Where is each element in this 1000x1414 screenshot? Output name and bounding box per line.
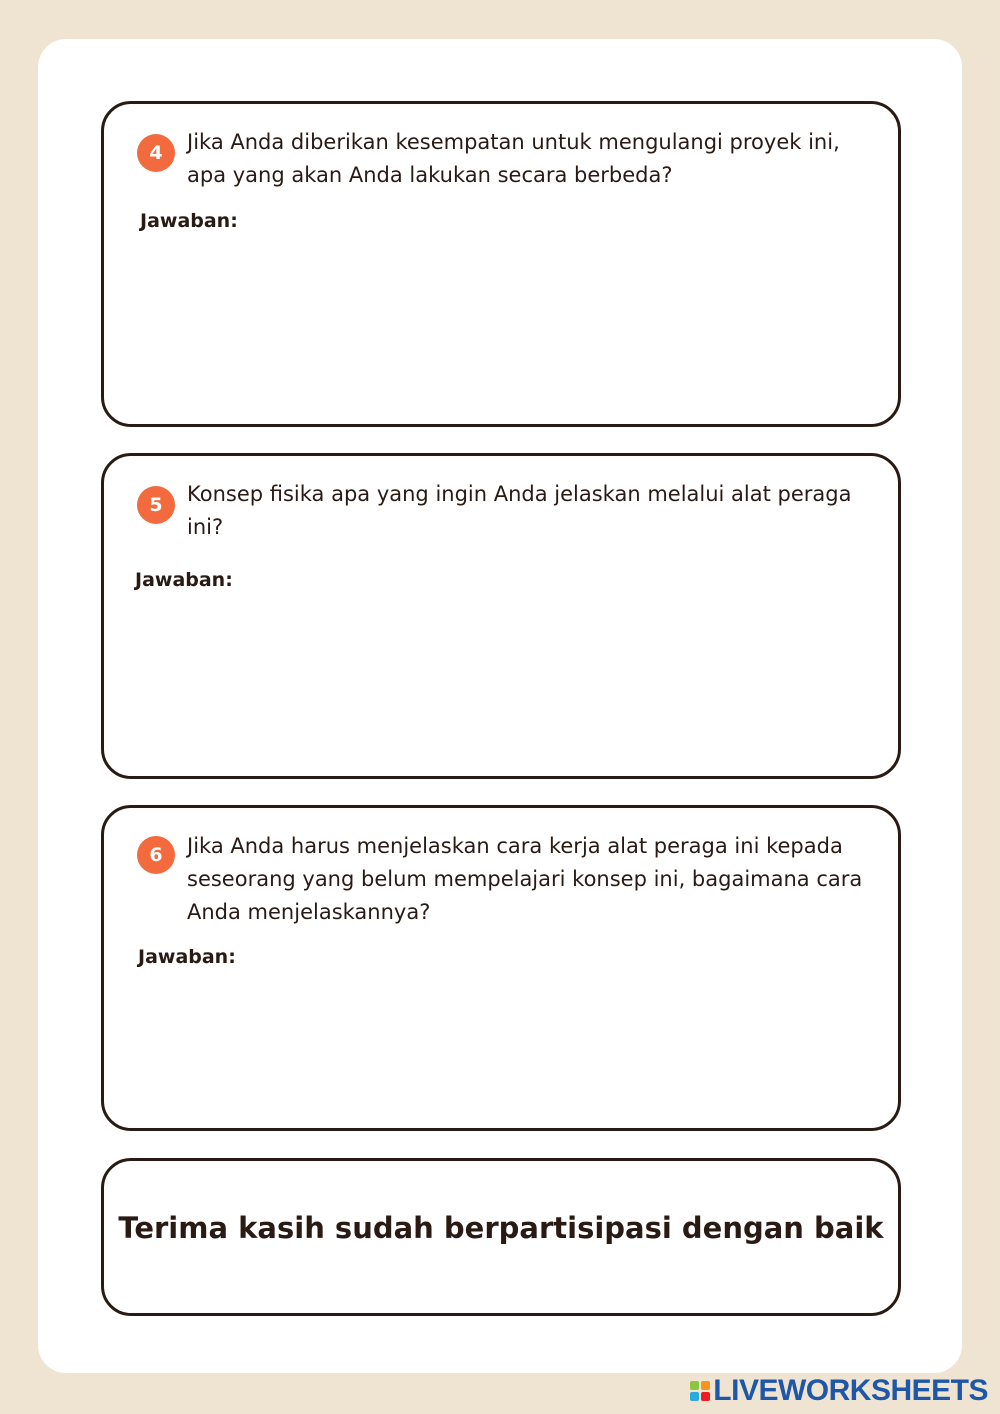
question-number-badge: 5 <box>137 486 175 524</box>
question-text: Konsep fisika apa yang ingin Anda jelaskan melalui alat peraga ini? <box>187 482 852 539</box>
question-number-badge: 4 <box>137 134 175 172</box>
answer-label: Jawaban: <box>138 946 236 968</box>
question-text: Jika Anda harus menjelaskan cara kerja alat peraga ini kepada seseorang yang belum mempelajari konsep ini, bagaimana cara Anda menjelaskannya? <box>187 834 863 924</box>
liveworksheets-logo-icon <box>690 1381 710 1401</box>
question-number-badge: 6 <box>137 836 175 874</box>
answer-label: Jawaban: <box>135 569 233 591</box>
closing-card <box>101 1158 901 1316</box>
question-card-5 <box>101 453 901 779</box>
brand-name: LIVEWORKSHEETS <box>713 1374 988 1407</box>
question-text: Jika Anda diberikan kesempatan untuk mengulangi proyek ini, apa yang akan Anda lakukan secara berbeda? <box>187 130 840 187</box>
closing-message: Terima kasih sudah berpartisipasi dengan baik <box>118 1211 884 1245</box>
question-card-6 <box>101 805 901 1131</box>
answer-label: Jawaban: <box>140 210 238 232</box>
question-card-4 <box>101 101 901 427</box>
liveworksheets-brand <box>690 1374 988 1408</box>
